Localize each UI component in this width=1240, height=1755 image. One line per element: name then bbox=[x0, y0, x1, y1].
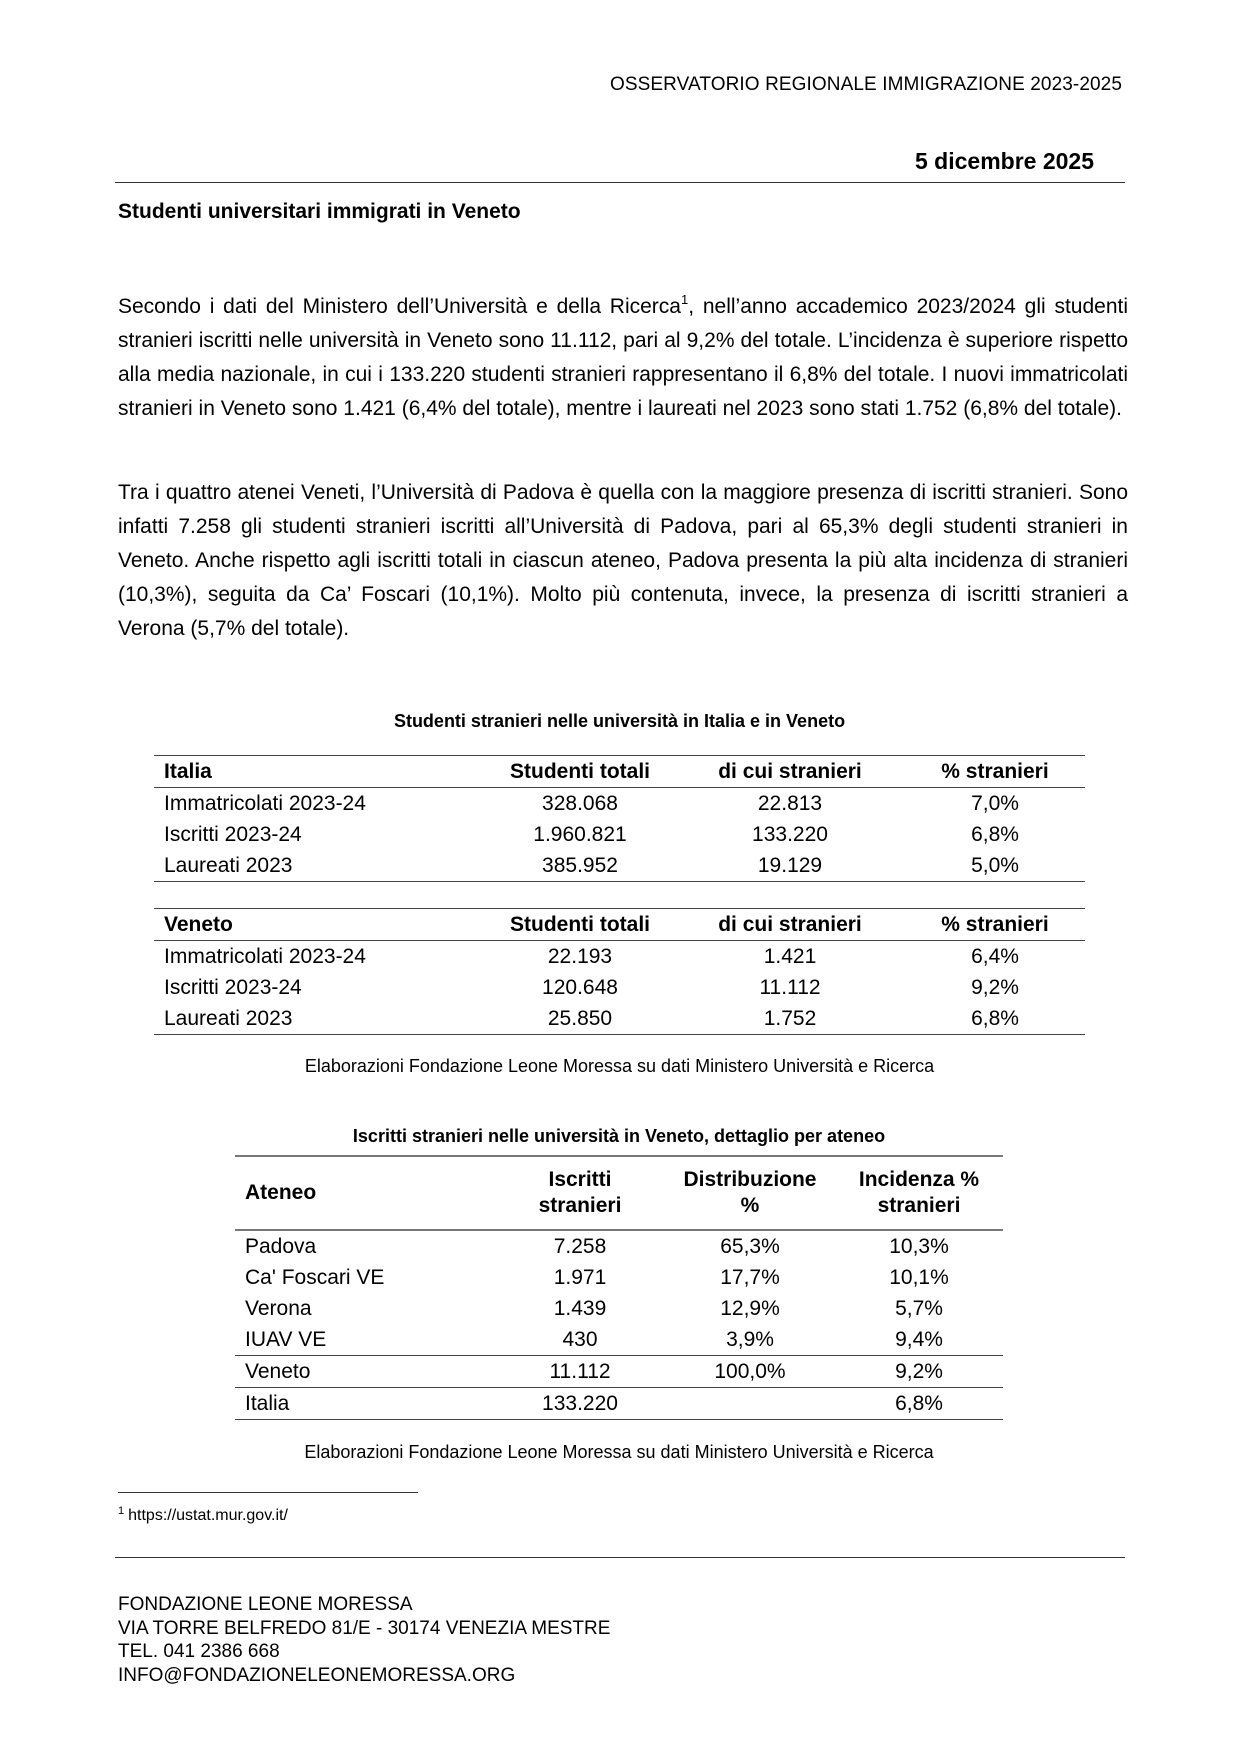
cell-distribution: 12,9% bbox=[720, 1296, 780, 1320]
col-header-ateneo-label: Ateneo bbox=[245, 1181, 317, 1204]
table-enrolled-by-university bbox=[235, 1155, 1003, 1420]
footnote-number: 1 bbox=[118, 1505, 125, 1517]
col-header-region: Italia bbox=[164, 759, 212, 783]
col-header-pct: % stranieri bbox=[941, 912, 1049, 936]
cell-incidence: 6,8% bbox=[895, 1391, 943, 1415]
row-label: Iscritti 2023-24 bbox=[164, 822, 302, 846]
header-divider bbox=[115, 182, 1125, 183]
table-students-veneto bbox=[154, 908, 1085, 1035]
series-title: OSSERVATORIO REGIONALE IMMIGRAZIONE 2023-2025 bbox=[609, 74, 1122, 95]
row-label: Veneto bbox=[245, 1359, 311, 1383]
table2-caption: Iscritti stranieri nelle università in Veneto, dettaglio per ateneo bbox=[352, 1126, 886, 1146]
row-label: Italia bbox=[245, 1391, 290, 1415]
col-header-line1: Iscritti bbox=[548, 1168, 612, 1191]
col-header-total: Studenti totali bbox=[510, 759, 650, 783]
footer-address: VIA TORRE BELFREDO 81/E - 30174 VENEZIA MESTRE bbox=[118, 1617, 611, 1639]
table-row-total-italia bbox=[235, 1388, 1003, 1420]
paragraph-1 bbox=[118, 290, 1128, 426]
table-row bbox=[235, 1324, 1003, 1356]
cell-pct: 5,0% bbox=[971, 853, 1019, 877]
cell-foreign: 1.421 bbox=[763, 944, 817, 968]
table-row bbox=[154, 788, 1085, 820]
col-header-distribution bbox=[665, 1156, 835, 1230]
cell-foreign: 1.752 bbox=[763, 1006, 817, 1030]
table1-caption: Studenti stranieri nelle università in Italia e in Veneto bbox=[393, 711, 846, 731]
publication-date: 5 dicembre 2025 bbox=[914, 148, 1094, 174]
cell-total: 120.648 bbox=[542, 975, 618, 999]
cell-pct: 7,0% bbox=[971, 791, 1019, 815]
footer-phone: TEL. 041 2386 668 bbox=[118, 1641, 280, 1662]
cell-foreign: 11.112 bbox=[759, 975, 821, 999]
table-row bbox=[154, 1003, 1085, 1035]
page-title: Studenti universitari immigrati in Veneto bbox=[118, 200, 521, 223]
footnote-divider bbox=[118, 1492, 418, 1493]
cell-total: 25.850 bbox=[547, 1006, 613, 1030]
cell-incidence: 5,7% bbox=[895, 1296, 943, 1320]
col-header-total: Studenti totali bbox=[510, 912, 650, 936]
cell-pct: 6,4% bbox=[971, 944, 1019, 968]
cell-pct: 9,2% bbox=[971, 975, 1019, 999]
cell-incidence: 9,4% bbox=[895, 1327, 943, 1351]
col-header-line1: Distribuzione bbox=[683, 1168, 817, 1191]
cell-enrolled: 1.439 bbox=[553, 1296, 607, 1320]
row-label: Padova bbox=[245, 1234, 317, 1258]
col-header-line2: % bbox=[740, 1194, 760, 1217]
cell-incidence: 10,1% bbox=[889, 1265, 949, 1289]
cell-total: 1.960.821 bbox=[533, 822, 627, 846]
table-students-italy-veneto bbox=[154, 755, 1085, 882]
paragraph-2: Tra i quattro atenei Veneti, l’Università di Padova è quella con la maggiore presenza di iscritti stranieri. Sono infatti 7.258 gli studenti stranieri iscritti all’Università di Padova, pari al 65,3% degli studenti stranieri in Veneto. Anche rispetto agli iscritti totali in ciascun ateneo, Padova presenta la più alta incidenza di stranieri (10,3%), seguita da Ca’ Foscari (10,1%). Molto più contenuta, invece, la presenza di iscritti stranieri a Verona (5,7% del totale). bbox=[118, 481, 1128, 640]
footer-org-name: FONDAZIONE LEONE MORESSA bbox=[118, 1594, 413, 1615]
table-row bbox=[154, 819, 1085, 850]
table-row bbox=[154, 972, 1085, 1003]
table-row bbox=[154, 941, 1085, 973]
cell-enrolled: 11.112 bbox=[549, 1359, 611, 1383]
paragraph-1-text-a: Secondo i dati del Ministero dell’Università e della Ricerca bbox=[118, 295, 681, 318]
col-header-region: Veneto bbox=[164, 912, 233, 936]
footer-divider bbox=[115, 1557, 1125, 1558]
cell-distribution: 65,3% bbox=[720, 1234, 780, 1258]
cell-pct: 6,8% bbox=[971, 1006, 1019, 1030]
col-header-line2: stranieri bbox=[538, 1194, 622, 1217]
table1-header-veneto bbox=[154, 909, 1085, 941]
footnote bbox=[118, 1507, 288, 1525]
cell-distribution: 100,0% bbox=[714, 1359, 786, 1383]
cell-foreign: 19.129 bbox=[757, 853, 823, 877]
row-label: Ca' Foscari VE bbox=[245, 1265, 385, 1289]
col-header-line1: Incidenza % bbox=[858, 1168, 980, 1191]
col-header-foreign: di cui stranieri bbox=[718, 912, 862, 936]
footnote-ref[interactable]: 1 bbox=[680, 292, 689, 307]
cell-foreign: 22.813 bbox=[757, 791, 823, 815]
row-label: Laureati 2023 bbox=[164, 1006, 293, 1030]
col-header-line2: stranieri bbox=[877, 1194, 961, 1217]
table1-source: Elaborazioni Fondazione Leone Moressa su dati Ministero Università e Ricerca bbox=[304, 1056, 935, 1076]
table1-header-italia bbox=[154, 756, 1085, 788]
row-label: Immatricolati 2023-24 bbox=[164, 944, 366, 968]
col-header-ateneo bbox=[235, 1156, 495, 1230]
table-row bbox=[235, 1262, 1003, 1293]
cell-enrolled: 1.971 bbox=[553, 1265, 607, 1289]
table-row bbox=[154, 850, 1085, 882]
cell-enrolled: 430 bbox=[562, 1327, 598, 1351]
paragraph-1-text-b: , nell’anno accademico 2023/2024 gli studenti stranieri iscritti nelle università in Veneto sono 11.112, pari al 9,2% del totale. L’incidenza è superiore rispetto alla media nazionale, in cui i 133.220 studenti stranieri rappresentano il 6,8% del totale. I nuovi immatricolati stranieri in Veneto sono 1.421 (6,4% del totale), mentre i laureati nel 2023 sono stati 1.752 (6,8% del totale). bbox=[118, 295, 1129, 420]
row-label: Laureati 2023 bbox=[164, 853, 293, 877]
cell-incidence: 10,3% bbox=[889, 1234, 949, 1258]
cell-foreign: 133.220 bbox=[752, 822, 828, 846]
col-header-foreign: di cui stranieri bbox=[718, 759, 862, 783]
col-header-incidence bbox=[835, 1156, 1003, 1230]
footer-email[interactable]: INFO@FONDAZIONELEONEMORESSA.ORG bbox=[118, 1664, 516, 1686]
cell-enrolled: 7.258 bbox=[553, 1234, 607, 1258]
cell-enrolled: 133.220 bbox=[542, 1391, 618, 1415]
cell-distribution: 3,9% bbox=[726, 1327, 774, 1351]
cell-total: 328.068 bbox=[542, 791, 618, 815]
cell-total: 385.952 bbox=[542, 853, 618, 877]
cell-distribution bbox=[665, 1388, 835, 1420]
col-header-enrolled bbox=[495, 1156, 665, 1230]
cell-total: 22.193 bbox=[547, 944, 613, 968]
footer-contact bbox=[118, 1593, 610, 1687]
cell-distribution: 17,7% bbox=[720, 1265, 780, 1289]
footnote-link[interactable]: https://ustat.mur.gov.it/ bbox=[128, 1507, 288, 1524]
row-label: IUAV VE bbox=[245, 1327, 327, 1351]
cell-incidence: 9,2% bbox=[895, 1359, 943, 1383]
row-label: Iscritti 2023-24 bbox=[164, 975, 302, 999]
row-label: Verona bbox=[245, 1296, 312, 1320]
table-row-total-veneto bbox=[235, 1356, 1003, 1388]
table-row bbox=[235, 1230, 1003, 1262]
table2-header bbox=[235, 1156, 1003, 1230]
row-label: Immatricolati 2023-24 bbox=[164, 791, 366, 815]
table2-source: Elaborazioni Fondazione Leone Moressa su dati Ministero Università e Ricerca bbox=[304, 1442, 934, 1462]
cell-pct: 6,8% bbox=[971, 822, 1019, 846]
table-row bbox=[235, 1293, 1003, 1324]
col-header-pct: % stranieri bbox=[941, 759, 1049, 783]
